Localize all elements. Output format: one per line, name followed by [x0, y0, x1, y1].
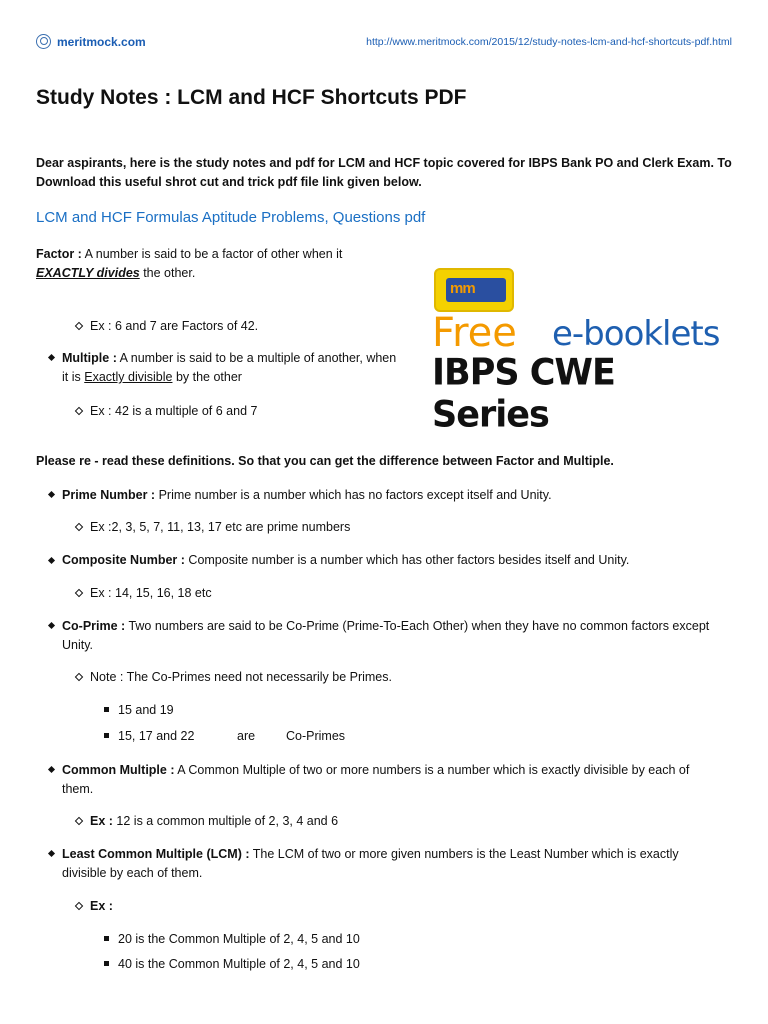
coprime-example-2a: 15, 17 and 22 — [118, 729, 195, 743]
lcm-text: The LCM of two or more given numbers is the Least Number which is exactly divisible by each of them. — [62, 847, 679, 880]
banner-series-text: IBPS CWE Series — [432, 352, 615, 436]
prime-label: Prime Number : — [62, 488, 156, 502]
diamond-bullet-icon — [48, 766, 55, 773]
square-bullet-icon — [104, 733, 109, 738]
circle-bullet-icon — [75, 407, 83, 415]
lcm-definition — [62, 845, 702, 883]
diamond-bullet-icon — [48, 622, 55, 629]
lcm-ex-label: Ex : — [90, 899, 113, 913]
lcm-example-1: 20 is the Common Multiple of 2, 4, 5 and 10 — [118, 932, 360, 946]
banner-ebooklets-text: e-booklets — [552, 314, 720, 354]
coprime-example-1: 15 and 19 — [118, 703, 174, 717]
factor-example: Ex : 6 and 7 are Factors of 42. — [90, 319, 259, 333]
composite-label: Composite Number : — [62, 553, 185, 567]
multiple-example: Ex : 42 is a multiple of 6 and 7 — [90, 404, 258, 418]
circle-bullet-icon — [75, 902, 83, 910]
common-multiple-example — [90, 812, 338, 831]
prime-text: Prime number is a number which has no factors except itself and Unity. — [155, 488, 552, 502]
diamond-bullet-icon — [48, 850, 55, 857]
square-bullet-icon — [104, 936, 109, 941]
circle-bullet-icon — [75, 817, 83, 825]
multiple-label: Multiple : — [62, 351, 117, 365]
lcm-label: Least Common Multiple (LCM) : — [62, 847, 250, 861]
intro-paragraph: Dear aspirants, here is the study notes and pdf for LCM and HCF topic covered for IBPS Bank PO and Clerk Exam. To Download this useful shrot cut and trick pdf file link given below. — [36, 156, 732, 189]
circle-bullet-icon — [75, 322, 83, 330]
prime-definition — [62, 486, 742, 505]
multiple-text-2: by the other — [172, 370, 242, 384]
circle-bullet-icon — [75, 589, 83, 597]
composite-example: Ex : 14, 15, 16, 18 etc — [90, 586, 212, 600]
diamond-bullet-icon — [48, 354, 55, 361]
square-bullet-icon — [104, 707, 109, 712]
common-multiple-label: Common Multiple : — [62, 763, 175, 777]
section-heading: LCM and HCF Formulas Aptitude Problems, Questions pdf — [36, 209, 426, 226]
page-title: Study Notes : LCM and HCF Shortcuts PDF — [36, 86, 467, 109]
common-multiple-definition — [62, 761, 702, 799]
ebooklets-banner-image[interactable] — [428, 264, 730, 436]
composite-text: Composite number is a number which has other factors besides itself and Unity. — [184, 553, 630, 567]
common-multiple-text: A Common Multiple of two or more numbers is a number which is exactly divisible by each of them. — [62, 763, 690, 796]
site-name[interactable]: meritmock.com — [57, 34, 146, 49]
square-bullet-icon — [104, 961, 109, 966]
meritmock-logo — [434, 268, 514, 312]
coprime-definition — [62, 617, 732, 655]
diamond-bullet-icon — [48, 491, 55, 498]
factor-definition — [36, 245, 396, 283]
multiple-definition — [62, 349, 402, 387]
factor-label: Factor : — [36, 247, 82, 261]
factor-text-1: A number is said to be a factor of other when it — [81, 247, 343, 261]
diamond-bullet-icon — [48, 557, 55, 564]
coprime-note: Note : The Co-Primes need not necessarily be Primes. — [90, 670, 392, 684]
site-link[interactable] — [36, 34, 146, 49]
reread-note: Please re - read these definitions. So that you can get the difference between Factor and Multiple. — [36, 454, 614, 468]
coprime-label: Co-Prime : — [62, 619, 126, 633]
circle-bullet-icon — [75, 523, 83, 531]
page-url[interactable]: http://www.meritmock.com/2015/12/study-notes-lcm-and-hcf-shortcuts-pdf.html — [366, 36, 732, 48]
banner-free-text: Free — [432, 310, 517, 356]
common-multiple-ex-text: 12 is a common multiple of 2, 3, 4 and 6 — [112, 814, 339, 828]
globe-icon — [36, 34, 51, 49]
composite-definition — [62, 551, 742, 570]
multiple-emphasis: Exactly divisible — [84, 370, 173, 384]
page-header — [36, 34, 732, 54]
prime-example: Ex :2, 3, 5, 7, 11, 13, 17 etc are prime numbers — [90, 520, 351, 534]
lcm-example-2: 40 is the Common Multiple of 2, 4, 5 and 10 — [118, 957, 360, 971]
factor-emphasis: EXACTLY divides — [36, 266, 140, 280]
coprime-example-2b: are — [237, 729, 256, 743]
common-multiple-ex-label: Ex : — [90, 814, 113, 828]
multiple-text-1: A number is said to be a multiple of another, when it is — [62, 351, 397, 384]
coprime-example-2c: Co-Primes — [286, 729, 346, 743]
circle-bullet-icon — [75, 673, 83, 681]
factor-text-2: the other. — [139, 266, 196, 280]
logo-text: mm — [450, 280, 475, 297]
coprime-text: Two numbers are said to be Co-Prime (Prime-To-Each Other) when they have no common factors except Unity. — [62, 619, 710, 652]
